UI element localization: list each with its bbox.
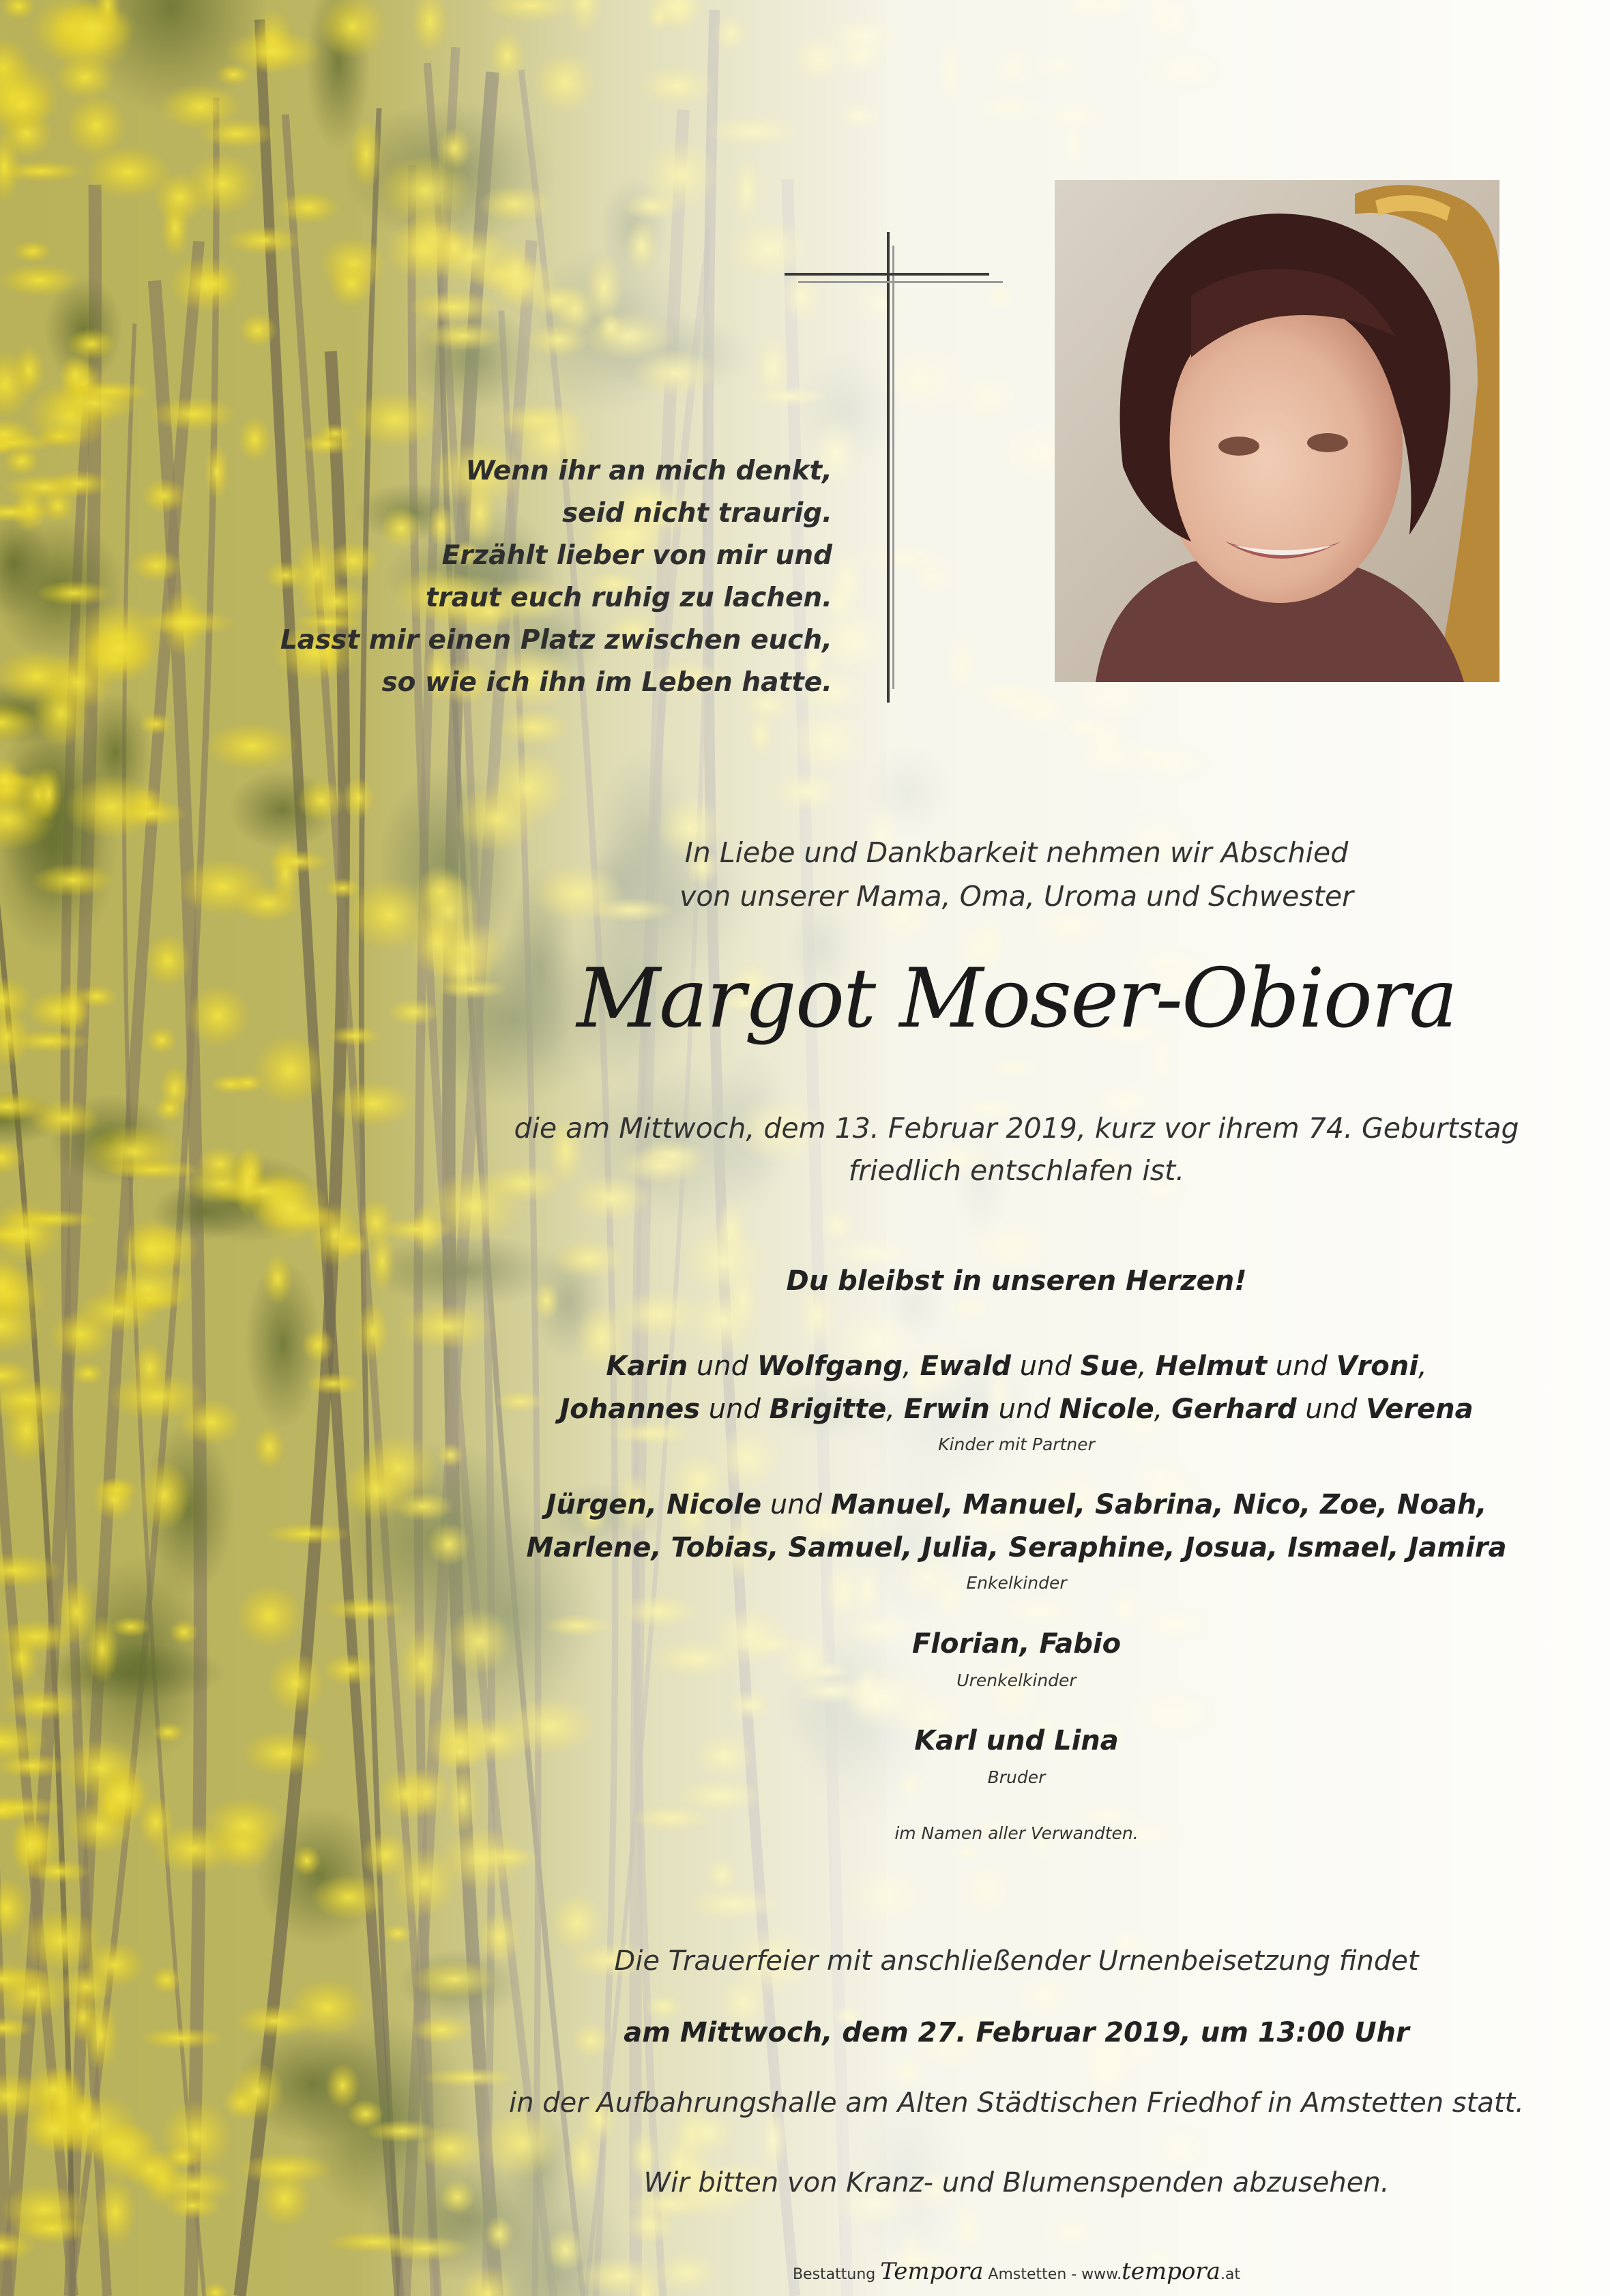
connector-text: und: [989, 1394, 1059, 1425]
quote-line: Erzählt lieber von mir und: [441, 540, 832, 571]
brand-url: tempora: [1122, 2258, 1220, 2285]
connector-text: und: [1267, 1351, 1336, 1382]
grandchildren-names: [409, 1484, 1610, 1570]
relatives-closing: im Namen aller Verwandten.: [894, 1823, 1139, 1843]
person-name: Ewald: [920, 1351, 1012, 1382]
ceremony-date: am Mittwoch, dem 27. Februar 2019, um 13:00 Uhr: [624, 2017, 1409, 2048]
ceremony-intro: Die Trauerfeier mit anschließender Urnenbeisetzung findet: [614, 1945, 1419, 1977]
quote-line: so wie ich ihn im Leben hatte.: [381, 667, 832, 698]
footer-middle: Amstetten - www.: [988, 2266, 1122, 2283]
children-role: Kinder mit Partner: [938, 1434, 1095, 1454]
grandchildren-line: [409, 1484, 1610, 1527]
person-name: Brigitte: [769, 1394, 887, 1425]
person-name: Manuel, Manuel, Sabrina, Nico, Zoe, Noah,: [830, 1489, 1487, 1520]
intro-line: In Liebe und Dankbarkeit nehmen wir Abschied: [684, 836, 1349, 869]
person-name: Jürgen: [546, 1489, 647, 1520]
intro-line: von unserer Mama, Oma, Uroma und Schwester: [679, 880, 1353, 913]
children-line: [409, 1345, 1610, 1388]
person-name: Nicole: [1059, 1394, 1154, 1425]
quote-line: traut euch ruhig zu lachen.: [425, 583, 832, 613]
person-name: Vroni: [1336, 1351, 1418, 1382]
person-name: Verena: [1366, 1394, 1474, 1425]
sibling-role: Bruder: [987, 1767, 1046, 1787]
connector-text: ,: [903, 1351, 920, 1382]
sibling-names: Karl und Lina: [914, 1725, 1119, 1756]
person-name: Karin: [606, 1351, 688, 1382]
grandchildren-line: [409, 1527, 1610, 1570]
connector-text: und: [700, 1394, 770, 1425]
connector-text: und: [1296, 1394, 1366, 1425]
death-line: die am Mittwoch, dem 13. Februar 2019, kurz vor ihrem 74. Geburtstag: [514, 1112, 1519, 1145]
connector-text: ,: [1154, 1394, 1172, 1425]
portrait-photo: [1055, 180, 1499, 682]
connector-text: und: [761, 1489, 831, 1520]
connector-text: ,: [886, 1394, 904, 1425]
memorial-quote: [205, 450, 832, 704]
footer-suffix: .at: [1220, 2266, 1241, 2283]
person-name: Johannes: [559, 1394, 701, 1425]
funeral-home-footer: [478, 2258, 1555, 2288]
person-name: Sue: [1080, 1351, 1139, 1382]
person-name: Wolfgang: [757, 1351, 903, 1382]
flowers-note: Wir bitten von Kranz- und Blumenspenden abzusehen.: [643, 2167, 1390, 2198]
footer-prefix: Bestattung: [792, 2266, 876, 2283]
cross-icon: [771, 232, 1003, 703]
children-line: [409, 1388, 1610, 1431]
brand-logo: Tempora: [880, 2258, 984, 2285]
great-grandchildren-names: Florian, Fabio: [911, 1628, 1122, 1660]
quote-line: seid nicht traurig.: [561, 498, 832, 529]
connector-text: und: [1011, 1351, 1081, 1382]
death-line: friedlich entschlafen ist.: [848, 1154, 1185, 1187]
quote-line: Wenn ihr an mich denkt,: [465, 456, 832, 486]
quote-line: Lasst mir einen Platz zwischen euch,: [280, 625, 832, 656]
connector-text: ,: [1418, 1351, 1427, 1382]
connector-text: ,: [1138, 1351, 1156, 1382]
person-name: Erwin: [903, 1394, 990, 1425]
person-name: ,: [646, 1489, 667, 1520]
death-notice: [423, 1107, 1610, 1192]
person-name: Nicole: [666, 1489, 762, 1520]
person-name: Marlene, Tobias, Samuel, Julia, Seraphine, Josua, Ismael, Jamira: [526, 1532, 1507, 1563]
person-name: Gerhard: [1171, 1394, 1297, 1425]
ceremony-place: in der Aufbahrungshalle am Alten Städtischen Friedhof in Amstetten statt.: [509, 2087, 1524, 2119]
connector-text: und: [688, 1351, 757, 1382]
motto: Du bleibst in unseren Herzen!: [786, 1265, 1247, 1297]
deceased-name: Margot Moser-Obiora: [576, 952, 1457, 1046]
great-grandchildren-role: Urenkelkinder: [956, 1671, 1077, 1690]
farewell-intro: [478, 831, 1555, 918]
grandchildren-role: Enkelkinder: [966, 1573, 1067, 1593]
children-names: [409, 1345, 1610, 1431]
person-name: Helmut: [1155, 1351, 1268, 1382]
